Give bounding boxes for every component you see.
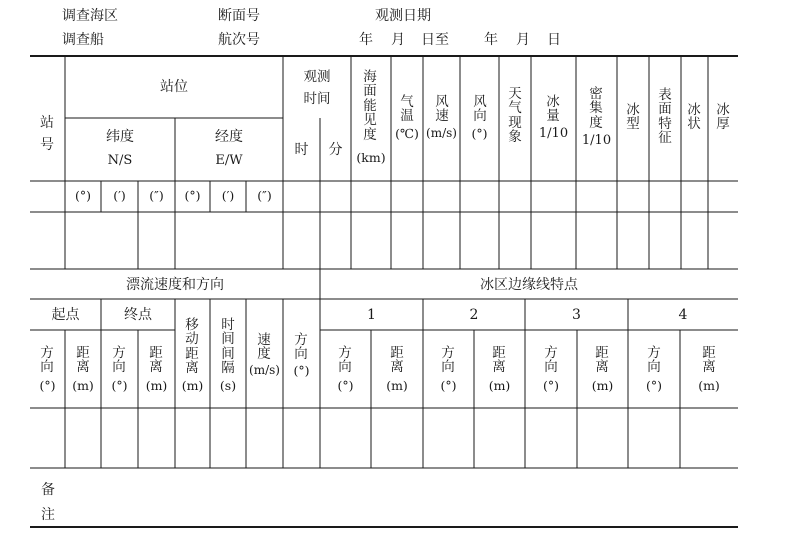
lon-sec-unit: (″) — [257, 188, 272, 203]
p3-dist-header: 距离 — [595, 345, 609, 376]
remarks-label: 备注 — [41, 482, 55, 523]
p3-dist-unit: (m) — [591, 378, 614, 393]
density-unit: 1/10 — [581, 133, 612, 148]
section-no-label: 断面号 — [218, 8, 260, 24]
drift-header: 漂流速度和方向 — [126, 277, 224, 293]
end-point-header: 终点 — [124, 307, 152, 323]
p1-dist-header: 距离 — [390, 345, 404, 376]
ice-thick-header: 冰厚 — [716, 102, 730, 133]
p1-dir-header: 方向 — [338, 345, 352, 376]
p4-dir-unit: (°) — [645, 378, 662, 393]
start-dir-header: 方向 — [40, 345, 54, 376]
p3-dir-header: 方向 — [544, 345, 558, 376]
end-dist-header: 距离 — [149, 345, 163, 376]
station-no-header: 站号 — [40, 115, 54, 153]
lat-deg-unit: (°) — [74, 188, 91, 203]
wind-speed-header: 风速 — [435, 94, 449, 125]
edge-point-1: 1 — [367, 307, 376, 323]
date-day-2: 日 — [547, 32, 561, 48]
ice-amount-unit: 1/10 — [538, 126, 569, 141]
date-month-1: 月 — [391, 32, 405, 48]
move-dist-unit: (m) — [181, 378, 204, 393]
end-dir-unit: (°) — [111, 378, 128, 393]
ice-type-header: 冰型 — [626, 102, 640, 133]
weather-header: 天气现象 — [508, 86, 522, 146]
p2-dist-unit: (m) — [488, 378, 511, 393]
lat-min-unit: (′) — [113, 188, 126, 203]
obs-date-label: 观测日期 — [375, 8, 431, 24]
start-dist-header: 距离 — [76, 345, 90, 376]
direction-header: 方向 — [294, 332, 308, 363]
direction-unit: (°) — [293, 363, 310, 378]
visibility-header: 海面能见度 — [363, 69, 377, 143]
lon-min-unit: (′) — [221, 188, 235, 203]
station-pos-header: 站位 — [160, 79, 188, 95]
air-temp-unit: (℃) — [395, 126, 419, 141]
start-dir-unit: (°) — [39, 378, 56, 393]
lon-deg-unit: (°) — [184, 188, 201, 203]
wind-speed-unit: (m/s) — [426, 126, 457, 140]
p2-dir-unit: (°) — [440, 378, 457, 393]
obs-time-header: 观测时间 — [303, 69, 331, 107]
lat-sec-unit: (″) — [149, 188, 164, 203]
survey-ship-label: 调查船 — [62, 32, 104, 48]
p1-dir-unit: (°) — [337, 378, 354, 393]
interval-header: 时间间隔 — [221, 317, 235, 377]
interval-unit: (s) — [219, 378, 237, 393]
end-dist-unit: (m) — [145, 378, 168, 393]
edge-point-2: 2 — [469, 307, 479, 323]
p4-dist-unit: (m) — [698, 378, 720, 393]
p2-dist-header: 距离 — [492, 345, 506, 376]
visibility-unit: (km) — [356, 150, 386, 165]
move-dist-header: 移动距离 — [185, 317, 199, 377]
p4-dir-header: 方向 — [647, 345, 661, 376]
ice-shape-header: 冰状 — [687, 102, 701, 133]
start-dist-unit: (m) — [72, 378, 94, 393]
p3-dir-unit: (°) — [542, 378, 559, 393]
p1-dist-unit: (m) — [386, 378, 408, 393]
wind-dir-unit: (°) — [471, 126, 488, 141]
lon-unit: E/W — [215, 153, 243, 168]
date-day-to: 日至 — [421, 32, 449, 48]
speed-unit: (m/s) — [249, 363, 280, 377]
lat-header: 纬度 — [106, 129, 134, 145]
surface-header: 表面特征 — [658, 87, 672, 147]
p2-dir-header: 方向 — [441, 345, 455, 376]
lon-header: 经度 — [215, 129, 243, 145]
date-year-2: 年 — [484, 32, 498, 48]
ice-amount-header: 冰量 — [546, 94, 560, 125]
wind-dir-header: 风向 — [473, 94, 487, 125]
start-point-header: 起点 — [51, 307, 80, 323]
date-year-1: 年 — [359, 32, 373, 48]
voyage-no-label: 航次号 — [218, 32, 260, 48]
hour-header: 时 — [294, 142, 309, 158]
speed-header: 速度 — [257, 332, 271, 363]
minute-header: 分 — [328, 142, 343, 158]
lat-unit: N/S — [107, 153, 133, 168]
edge-header: 冰区边缘线特点 — [480, 277, 578, 293]
air-temp-header: 气温 — [400, 94, 414, 125]
end-dir-header: 方向 — [112, 345, 126, 376]
edge-point-4: 4 — [678, 307, 688, 323]
survey-area-label: 调查海区 — [62, 8, 118, 24]
edge-point-3: 3 — [572, 307, 581, 323]
date-month-2: 月 — [516, 32, 530, 48]
density-header: 密集度 — [589, 86, 603, 131]
p4-dist-header: 距离 — [702, 345, 716, 376]
